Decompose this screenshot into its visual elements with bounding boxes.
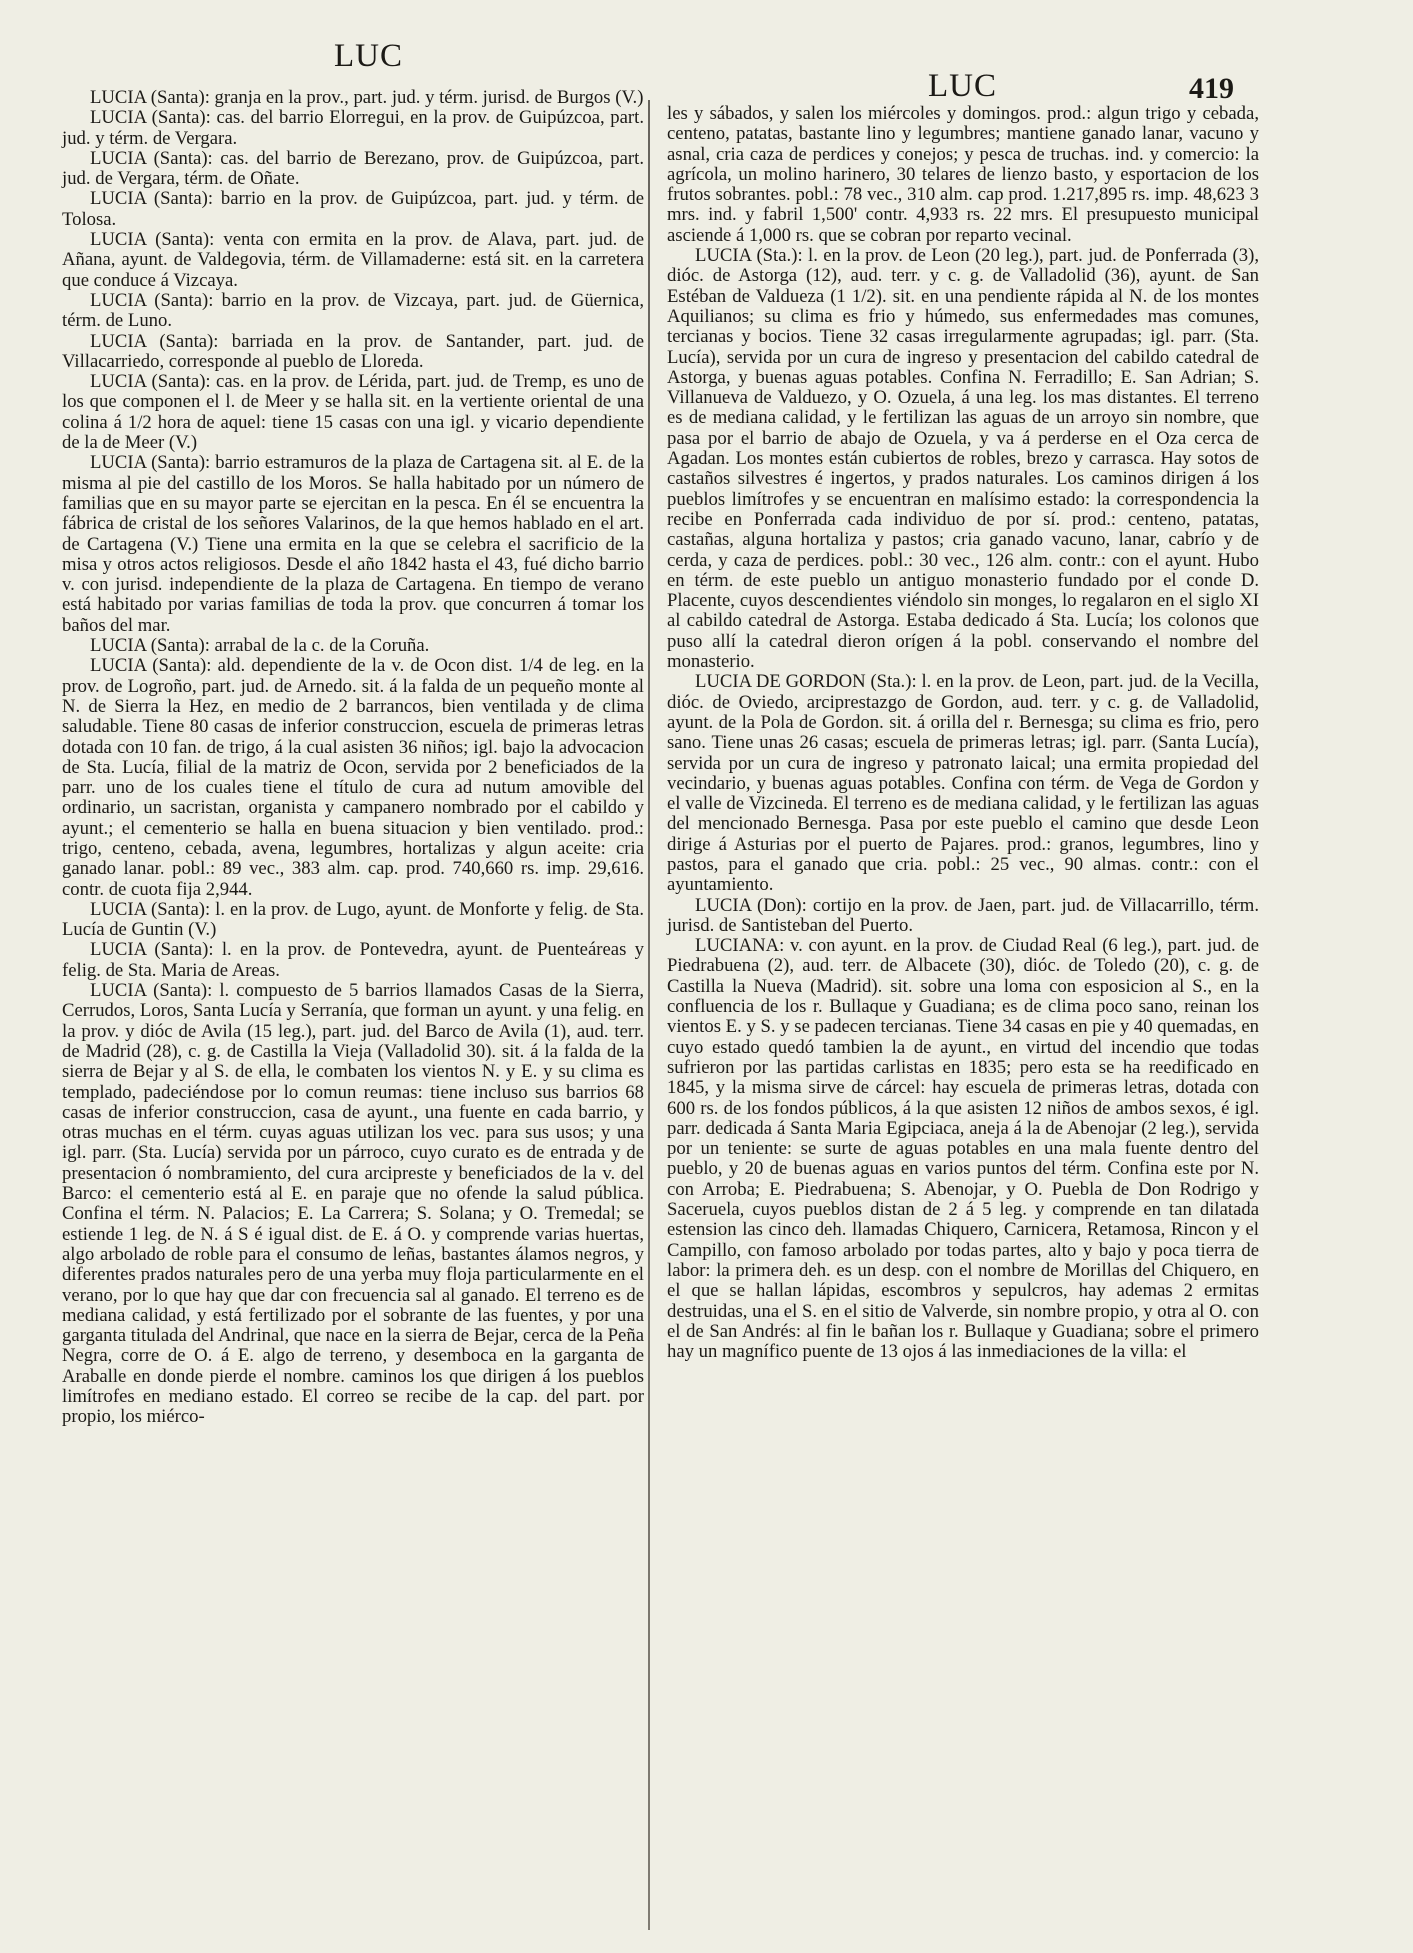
entry: LUCIA (Don): cortijo en la prov. de Jaen, part. jud. de Villacarrillo, térm. jurisd. de Santisteban del Puerto. [667, 894, 1259, 936]
running-head-left: LUC [334, 38, 403, 74]
entry: LUCIA DE GORDON (Sta.): l. en la prov. de Leon, part. jud. de la Vecilla, dióc. de Oviedo, arciprestazgo de Gordon, aud. terr. y c. g. de Valladolid, ayunt. de la Pola de Gordon. sit. á orilla del r. Bernesga; su clima es frio, pero sano. Tiene unas 26 casas; escuela de primeras letras; igl. parr. (Santa Lucía), servida por un cura de ingreso y patronato laical; una ermita propiedad del vecindario, y buenas aguas potables. Confina con térm. de Vega de Gordon y el valle de Vizcineda. El terreno es de mediana calidad, y le fertilizan las aguas del mencionado Bernesga. Pasa por este pueblo el camino que desde Leon dirige á Asturias por el puerto de Pajares. prod.: granos, legumbres, lino y pastos, para el ganado que cria. pobl.: 25 vec., 90 almas. contr.: con el ayuntamiento. [667, 671, 1259, 896]
entry: LUCIA (Santa): ald. dependiente de la v. de Ocon dist. 1/4 de leg. en la prov. de Logroño, part. jud. de Arnedo. sit. á la falda de un pequeño monte al N. de Sierra la Hez, en medio de 2 barrancos, bien ventilada y de clima saludable. Tiene 80 casas de inferior construccion, escuela de primeras letras dotada con 10 fan. de trigo, á la cual asisten 36 niños; igl. bajo la advocacion de Sta. Lucía, filial de la matriz de Ocon, servida por 2 beneficiados de la parr. uno de los cuales tiene el título de cura ad nutum amovible del ordinario, un sacristan, organista y campanero nombrado por el cabildo y ayunt.; el cementerio se halla en buena situacion y bien ventilado. prod.: trigo, centeno, cebada, avena, legumbres, hortalizas y algun aceite: cria ganado lanar. pobl.: 89 vec., 383 alm. cap. prod. 740,660 rs. imp. 29,616. contr. de cuota fija 2,944. [62, 655, 644, 900]
entry: LUCIA (Santa): arrabal de la c. de la Coruña. [90, 635, 430, 657]
entry: LUCIA (Sta.): l. en la prov. de Leon (20 leg.), part. jud. de Ponferrada (3), dióc. de Astorga (12), aud. terr. y c. g. de Valladolid (36), ayunt. de San Estéban de Valdueza (1 1/2). sit. en una pendiente rápida al N. de los montes Aquilianos; su clima es frio y húmedo, sus enfermedades mas comunes, tercianas y bocios. Tiene 32 casas irregularmente agrupadas; igl. parr. (Sta. Lucía), servida por un cura de ingreso y presentacion del cabildo catedral de Astorga, y buenas aguas potables. Confina N. Ferradillo; E. San Adrian; S. Villanueva de Valduezo, y O. Ozuela, á una leg. los mas distantes. El terreno es de mediana calidad, y le fertilizan las aguas de un arroyo sin nombre, que pasa por el barrio de abajo de Ozuela, y va á perderse en el Oza cerca de Agadan. Los montes están cubiertos de robles, brezo y carrasca. Hay sotos de castaños silvestres é ingertos, y prados naturales. Los caminos dirigen á los pueblos limítrofes y se encuentran en malísimo estado: la correspondencia la recibe en Ponferrada cada individuo de por sí. prod.: centeno, patatas, castañas, alguna hortaliza y pastos; cria ganado vacuno, lanar, cabrío y de cerda, y caza de perdices. pobl.: 30 vec., 126 alm. contr.: con el ayunt. Hubo en térm. de este pueblo un antiguo monasterio fundado por el conde D. Placente, cuyos descendientes viéndolo sin monges, lo regalaron en el siglo XI al cabildo catedral de Astorga. Estaba dedicado á Sta. Lucía; los colonos que puso allí la catedral dieron orígen á la pobl. conservando el nombre del monasterio. [667, 245, 1259, 673]
entry: LUCIA (Santa): granja en la prov., part. jud. y térm. jurisd. de Burgos (V.) [90, 87, 644, 108]
entry: LUCIA (Santa): venta con ermita en la prov. de Alava, part. jud. de Añana, ayunt. de Valdegovia, térm. de Villamaderne: está sit. en la carretera que conduce á Vizcaya. [62, 229, 644, 291]
column-divider [648, 100, 650, 1930]
entry: LUCIA (Santa): barrio en la prov. de Vizcaya, part. jud. de Güernica, térm. de Luno. [62, 289, 644, 332]
entry: LUCIA (Santa): barrio estramuros de la plaza de Cartagena sit. al E. de la misma al pie del castillo de los Moros. Se halla habitado por un número de familias que en su mayor parte se ejercitan en la pesca. En él se encuentra la fábrica de cristal de los señores Valarinos, de la que hemos hablado en el art. de Cartagena (V.) Tiene una ermita en la que se celebra el sacrificio de la misa y otros actos religiosos. Desde el año 1842 hasta el 43, fué dicho barrio v. con jurisd. independiente de la plaza de Cartagena. En tiempo de verano está habitado por varias familias de toda la prov. que concurren á tomar los baños del mar. [62, 452, 644, 636]
entry: LUCIANA: v. con ayunt. en la prov. de Ciudad Real (6 leg.), part. jud. de Piedrabuena (2), aud. terr. de Albacete (30), dióc. de Toledo (20), c. g. de Castilla la Nueva (Madrid). sit. sobre una loma con esposicion al S., en la confluencia de los r. Bullaque y Guadiana; es de clima poco sano, reinan los vientos E. y S. y se padecen tercianas. Tiene 34 casas en pie y 40 quemadas, en cuyo estado quedó tambien la de ayunt., en virtud del incendio que todas sufrieron por las partidas carlistas en 1835; pero esta se ha reedificado en 1845, y la misma sirve de cárcel: hay escuela de primeras letras, dotada con 600 rs. de los fondos públicos, á la que asisten 12 niños de ambos sexos, é igl. parr. dedicada á Santa Maria Egipciaca, aneja á la de Abenojar (2 leg.), servida por un teniente: se surte de aguas potables en una mala fuente dentro del pueblo, y 20 de buenas aguas en varios puntos del térm. Confina este por N. con Arroba; E. Piedrabuena; S. Abenojar, y O. Puebla de Don Rodrigo y Saceruela, cuyos pueblos distan de 2 á 5 leg. y comprende en tan dilatada estension las cinco deh. llamadas Chiquero, Carnicera, Retamosa, Rincon y el Campillo, con famoso arbolado por todas partes, alto y bajo y poca tierra de labor: la primera deh. es un desp. con el nombre de Morillas del Chiquero, en el que se hallan lápidas, escombros y sepulcros, hay ademas 2 ermitas destruidas, una el S. en el sitio de Valverde, sin nombre propio, y otra al O. con el de San Andrés: al fin le bañan los r. Bullaque y Guadiana; sobre el primero hay un magnífico puente de 13 ojos á las inmediaciones de la villa: el [667, 935, 1259, 1363]
right-column [667, 104, 1259, 1362]
entry: LUCIA (Santa): cas. del barrio Elorregui, en la prov. de Guipúzcoa, part. jud. y térm. de Vergara. [62, 107, 644, 149]
entry: LUCIA (Santa): l. en la prov. de Pontevedra, ayunt. de Puenteáreas y felig. de Sta. Maria de Areas. [62, 939, 644, 981]
left-column [62, 88, 644, 1428]
entry: LUCIA (Santa): cas. del barrio de Berezano, prov. de Guipúzcoa, part. jud. de Vergara, térm. de Oñate. [62, 147, 644, 190]
entry: LUCIA (Santa): cas. en la prov. de Lérida, part. jud. de Tremp, es uno de los que componen el l. de Meer y se halla sit. en la vertiente oriental de una colina á 1/2 hora de aquel: tiene 15 casas con una igl. y vicario dependiente de la de Meer (V.) [62, 371, 644, 454]
entry: LUCIA (Santa): l. en la prov. de Lugo, ayunt. de Monforte y felig. de Sta. Lucía de Guntin (V.) [62, 898, 644, 941]
entry-continuation: les y sábados, y salen los miércoles y domingos. prod.: algun trigo y cebada, centeno, patatas, bastante lino y legumbres; mantiene ganado lanar, vacuno y asnal, cria caza de perdices y conejos; y pesca de truchas. ind. y comercio: la agrícola, un molino harinero, 30 telares de lienzo basto, y esportacion de los frutos sobrantes. pobl.: 78 vec., 310 alm. cap prod. 1.217,895 rs. imp. 48,623 3 mrs. ind. y fabril 1,500' contr. 4,933 rs. 22 mrs. El presupuesto municipal asciende á 1,000 rs. que se cobran por reparto vecinal. [667, 103, 1259, 246]
entry: LUCIA (Santa): l. compuesto de 5 barrios llamados Casas de la Sierra, Cerrudos, Loros, Santa Lucía y Serranía, que forman un ayunt. y una felig. en la prov. y dióc de Avila (15 leg.), part. jud. del Barco de Avila (1), aud. terr. de Madrid (28), c. g. de Castilla la Vieja (Valladolid 30). sit. á la falda de la sierra de Bejar y al S. de ella, le combaten los vientos N. y E. y su clima es templado, padeciéndose por lo comun reumas: tiene incluso sus barrios 68 casas de inferior construccion, casa de ayunt., una fuente en cada barrio, y otras muchas en el térm. cuyas aguas utilizan los vec. para sus usos; y una igl. parr. (Sta. Lucía) servida por un párroco, cuyo curato es de entrada y de presentacion ó nombramiento, del cura arcipreste y beneficiados de la v. del Barco: el cementerio está al E. en paraje que no ofende la salud pública. Confina el térm. N. Palacios; E. La Carrera; S. Solana; y O. Tremedal; se estiende 1 leg. de N. á S é igual dist. de E. á O. y comprende varias huertas, algo arbolado de roble para el consumo de leñas, bastantes álamos negros, y diferentes prados naturales pero de una yerba muy floja particularmente en el verano, por lo que hay que dar con frecuencia sal al ganado. El terreno es de mediana calidad, y está fertilizado por el sobrante de las fuentes, y por una garganta titulada del Andrinal, que nace en la sierra de Bejar, cerca de la Peña Negra, corre de O. á E. algo de terreno, y desemboca en la garganta de Araballe en donde pierde el nombre. caminos los que dirigen á los pueblos limítrofes en mediano estado. El correo se recibe de la cap. del part. por propio, los miérco- [62, 980, 644, 1428]
running-head-right: LUC [928, 68, 997, 104]
entry: LUCIA (Santa): barriada en la prov. de Santander, part. jud. de Villacarriedo, corresponde al pueblo de Lloreda. [62, 330, 644, 372]
entry: LUCIA (Santa): barrio en la prov. de Guipúzcoa, part. jud. y térm. de Tolosa. [62, 188, 644, 230]
page-number: 419 [1189, 72, 1234, 105]
